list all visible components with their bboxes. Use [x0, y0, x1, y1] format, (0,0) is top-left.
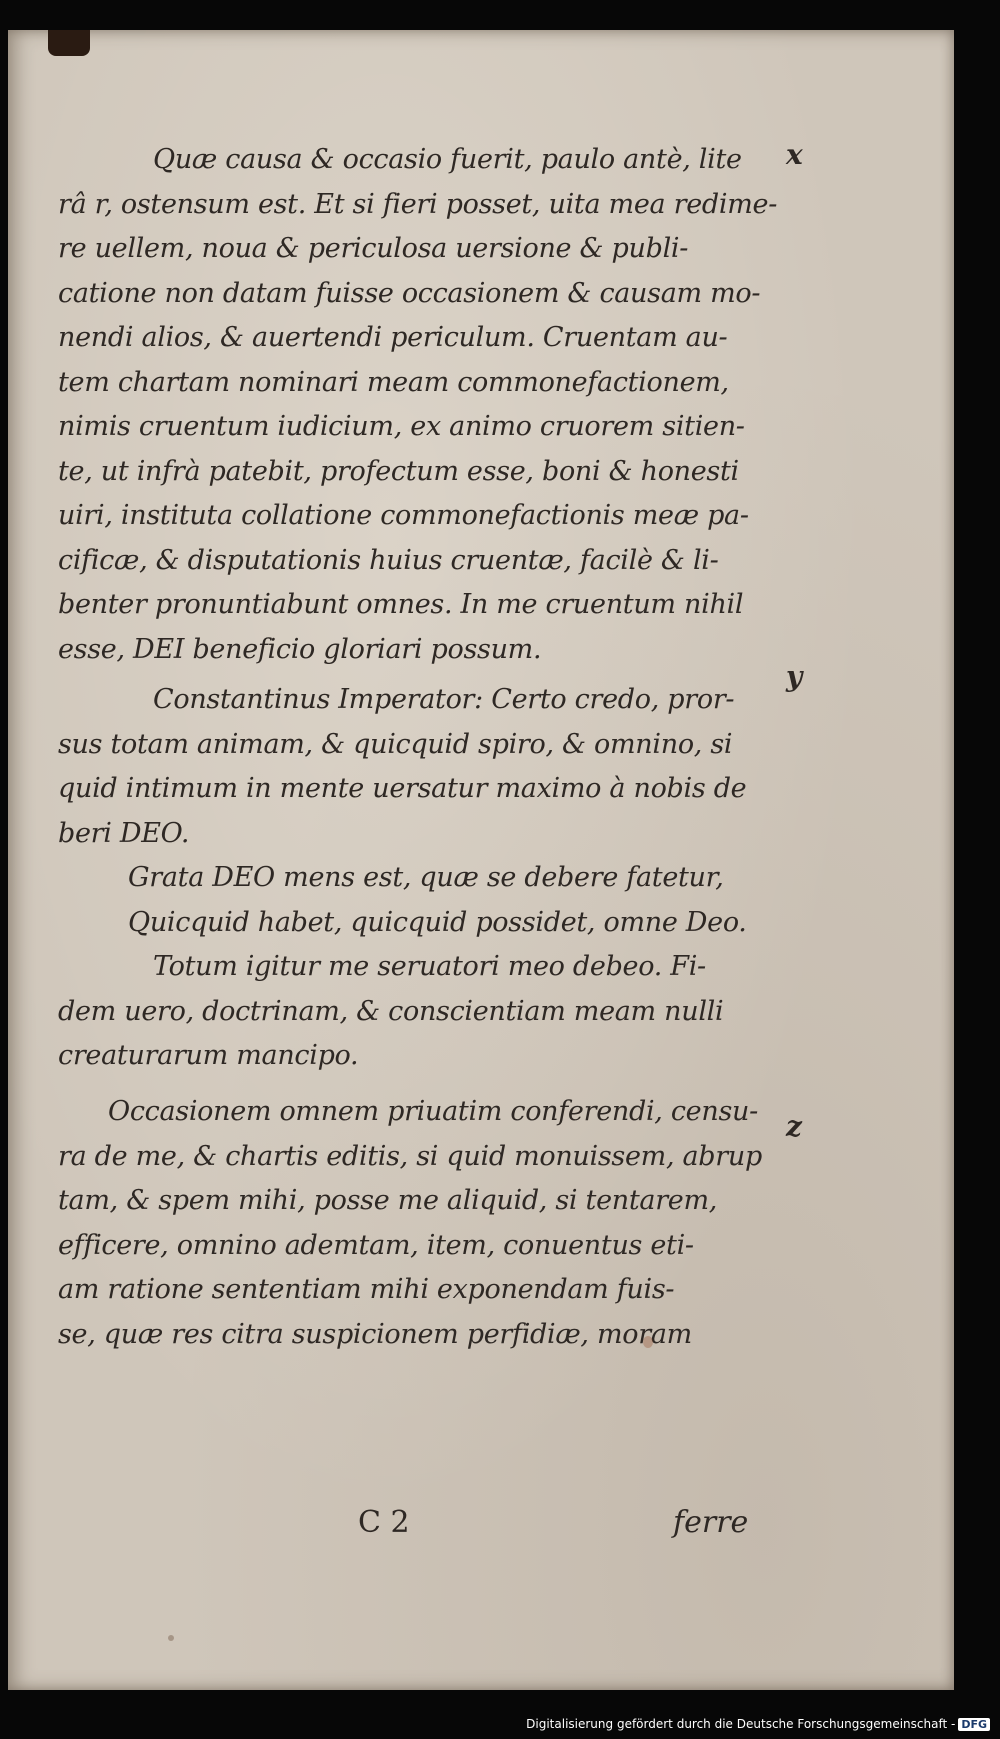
paragraph-4 — [58, 1090, 762, 1357]
page-tab — [48, 30, 90, 56]
text-line: ra de me, & chartis editis, si quid monuissem, abrup — [58, 1140, 762, 1172]
verse — [58, 856, 758, 945]
margin-letter-y: y — [786, 660, 803, 693]
text-line: efficere, omnino ademtam, item, conuentus eti- — [58, 1229, 694, 1261]
text-line: catione non datam fuisse occasionem & causam mo- — [58, 277, 761, 309]
text-line: Constantinus Imperator: Certo credo, pror- — [153, 684, 735, 715]
text-line: quid intimum in mente uersatur maximo à nobis de — [58, 773, 747, 804]
text-line: Totum igitur me seruatori meo debeo. Fi- — [153, 951, 706, 982]
verse-line: Grata DEO mens est, quæ se debere fatetur, — [128, 862, 724, 893]
text-line: Occasionem omnem priuatim conferendi, censu- — [108, 1096, 758, 1127]
text-line: am ratione sententiam mihi exponendam fuis- — [58, 1274, 675, 1305]
verse-line: Quicquid habet, quicquid possidet, omne Deo. — [128, 906, 747, 938]
text-line: benter pronuntiabunt omnes. In me cruentum nihil — [58, 589, 744, 620]
text-line: nimis cruentum iudicium, ex animo cruorem sitien- — [58, 411, 745, 442]
book-page — [8, 30, 954, 1690]
text-line: Quæ causa & occasio fuerit, paulo antè, lite — [153, 144, 742, 175]
paragraph-3 — [58, 945, 758, 1079]
text-line: dem uero, doctrinam, & conscientiam meam nulli — [58, 995, 724, 1027]
text-line: râ r, ostensum est. Et si fieri posset, uita mea redime- — [58, 188, 778, 220]
text-line: esse, DEI beneficio gloriari possum. — [58, 633, 542, 665]
catchword: ferre — [673, 1505, 749, 1540]
text-line: nendi alios, & auertendi periculum. Cruentam au- — [58, 322, 728, 353]
text-line: creaturarum mancipo. — [58, 1040, 359, 1071]
text-line: tem chartam nominari meam commonefactionem, — [58, 366, 729, 398]
text-line: tam, & spem mihi, posse me aliquid, si tentarem, — [58, 1185, 718, 1216]
text-line: beri DEO. — [58, 817, 190, 849]
text-line: se, quæ res citra suspicionem perfidiæ, moram — [58, 1318, 692, 1350]
footer-text: Digitalisierung gefördert durch die Deutsche Forschungsgemeinschaft - — [526, 1717, 956, 1731]
dfg-logo: DFG — [958, 1718, 990, 1731]
text-line: re uellem, noua & periculosa uersione & publi- — [58, 233, 689, 264]
margin-letter-x: x — [786, 138, 803, 171]
paragraph-2 — [58, 678, 758, 856]
paragraph-1 — [58, 138, 778, 672]
text-line: cificæ, & disputationis huius cruentæ, facilè & li- — [58, 544, 719, 576]
text-line: uiri, instituta collatione commonefactionis meæ pa- — [58, 500, 749, 531]
text-line: te, ut infrà patebit, profectum esse, boni & honesti — [58, 455, 739, 487]
text-line: sus totam animam, & quicquid spiro, & omnino, si — [58, 728, 733, 760]
digitization-footer — [526, 1717, 990, 1731]
stain-spot — [643, 1336, 653, 1348]
ink-spot — [168, 1635, 174, 1641]
margin-letter-z: z — [786, 1110, 802, 1143]
signature-mark: C 2 — [358, 1505, 410, 1540]
